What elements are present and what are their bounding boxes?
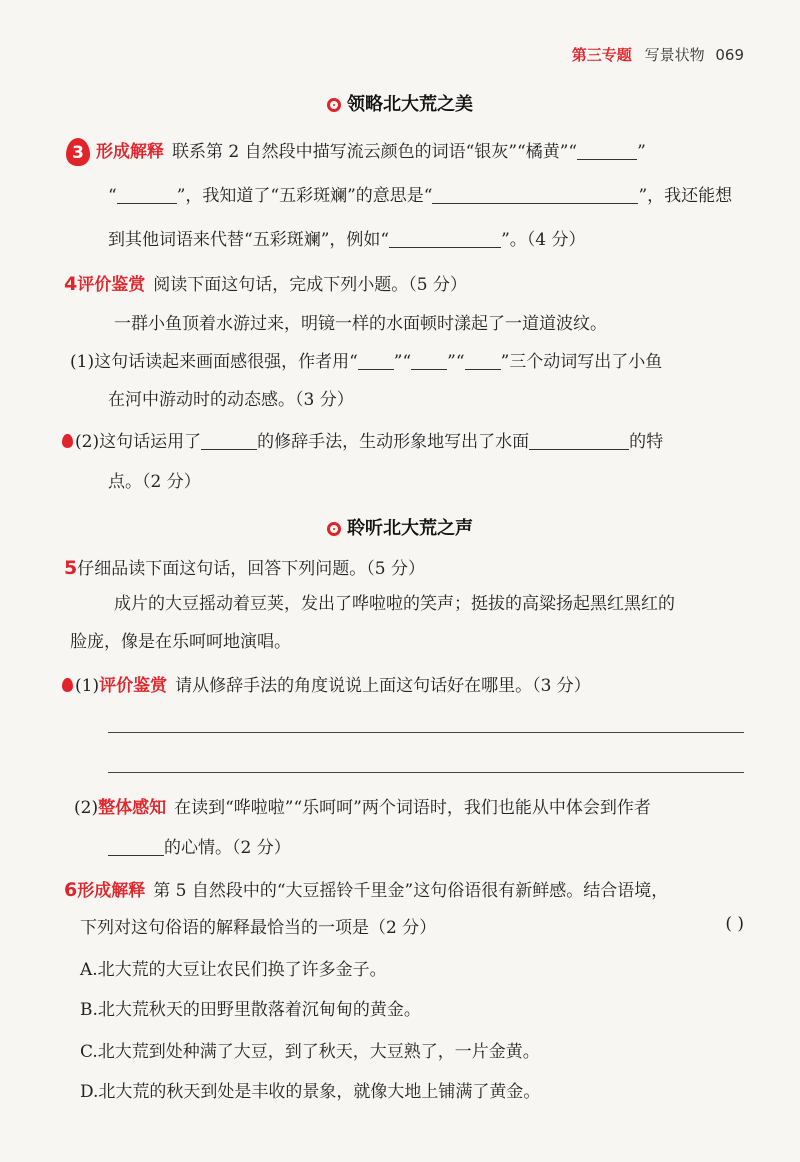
q4-blank-4[interactable] bbox=[201, 431, 257, 450]
q3-blank-4[interactable] bbox=[389, 229, 501, 248]
q5-sub2-line2: 的心情。（2 分） bbox=[108, 836, 291, 860]
q4-sub1-line2: 在河中游动时的动态感。（3 分） bbox=[108, 390, 354, 410]
q5-sub1: (1)评价鉴赏 请从修辞手法的角度说说上面这句话好在哪里。（3 分） bbox=[62, 674, 591, 698]
q3-blank-1[interactable] bbox=[577, 141, 637, 160]
q5-quote-line1: 成片的大豆摇动着豆荚，发出了哗啦啦的笑声；挺拔的高粱扬起黑红黑红的 bbox=[114, 594, 675, 614]
q3-blank-2[interactable] bbox=[117, 185, 177, 204]
page-number: 069 bbox=[715, 46, 744, 64]
q6-stem-line1: 6形成解释 第 5 自然段中的“大豆摇铃千里金”这句俗语很有新鲜感。结合语境， bbox=[64, 879, 669, 901]
q4-blank-5[interactable] bbox=[529, 431, 629, 450]
answer-line-2[interactable] bbox=[108, 772, 744, 773]
q5-number: 5 bbox=[64, 557, 78, 579]
answer-line-1[interactable] bbox=[108, 732, 744, 733]
q5-blank-1[interactable] bbox=[108, 837, 164, 856]
q6-stem-line2: 下列对这句俗语的解释最恰当的一项是（2 分） bbox=[80, 918, 437, 938]
target-icon bbox=[327, 522, 341, 536]
flame-icon bbox=[62, 678, 73, 692]
topic-label: 写景状物 bbox=[644, 46, 705, 64]
flame-icon bbox=[62, 434, 73, 448]
option-c[interactable]: C.北大荒到处种满了大豆，到了秋天，大豆熟了，一片金黄。 bbox=[80, 1042, 540, 1062]
q3-line-3: 到其他词语来代替“五彩斑斓”，例如“ ”。（4 分） bbox=[108, 230, 586, 250]
q5-sub1-tag: 评价鉴赏 bbox=[99, 676, 168, 696]
q4-sub2-line2: 点。（2 分） bbox=[108, 472, 201, 492]
q4-sub2-line1: (2)这句话运用了 的修辞手法，生动形象地写出了水面 的特 bbox=[62, 430, 663, 454]
q4-blank-2[interactable] bbox=[411, 351, 447, 370]
section-title-2: 聆听北大荒之声 bbox=[0, 514, 800, 540]
q4-number: 4 bbox=[64, 273, 78, 295]
q3-line-2: “ ”，我知道了“五彩斑斓”的意思是“ ”，我还能想 bbox=[108, 186, 733, 206]
page-header bbox=[572, 44, 744, 65]
answer-brackets[interactable]: ( ) bbox=[725, 914, 744, 934]
q5-sub2-tag: 整体感知 bbox=[98, 798, 167, 818]
q4-blank-3[interactable] bbox=[465, 351, 501, 370]
q4-blank-1[interactable] bbox=[358, 351, 394, 370]
q5-sub2-line1: (2)整体感知 在读到“哗啦啦”“乐呵呵”两个词语时，我们也能从中体会到作者 bbox=[74, 798, 651, 818]
q6-number: 6 bbox=[64, 879, 78, 901]
q4-sub1-line1: (1)这句话读起来画面感很强，作者用“ ”“ ”“ ”三个动词写出了小鱼 bbox=[70, 352, 663, 372]
option-d[interactable]: D.北大荒的秋天到处是丰收的景象，就像大地上铺满了黄金。 bbox=[80, 1082, 541, 1102]
q4-tag: 评价鉴赏 bbox=[77, 275, 146, 295]
q3-blank-3[interactable] bbox=[432, 185, 638, 204]
q4-stem: 4评价鉴赏 阅读下面这句话，完成下列小题。（5 分） bbox=[64, 273, 467, 295]
chapter-label: 第三专题 bbox=[571, 46, 632, 64]
option-b[interactable]: B.北大荒秋天的田野里散落着沉甸甸的黄金。 bbox=[80, 1000, 421, 1020]
section-title-1: 领略北大荒之美 bbox=[0, 90, 800, 116]
option-a[interactable]: A.北大荒的大豆让农民们换了许多金子。 bbox=[80, 960, 387, 980]
q3-tag: 形成解释 bbox=[96, 142, 164, 162]
q4-quote: 一群小鱼顶着水游过来，明镜一样的水面顿时漾起了一道道波纹。 bbox=[114, 314, 607, 334]
q6-tag: 形成解释 bbox=[77, 881, 146, 901]
question-badge-3: 3 bbox=[66, 138, 90, 166]
q3-line-1: 形成解释 联系第 2 自然段中描写流云颜色的词语“银灰”“橘黄”“ ” bbox=[96, 142, 646, 162]
q5-quote-line2: 脸庞，像是在乐呵呵地演唱。 bbox=[70, 632, 291, 652]
q5-stem: 5仔细品读下面这句话，回答下列问题。（5 分） bbox=[64, 557, 425, 579]
target-icon bbox=[327, 98, 341, 112]
